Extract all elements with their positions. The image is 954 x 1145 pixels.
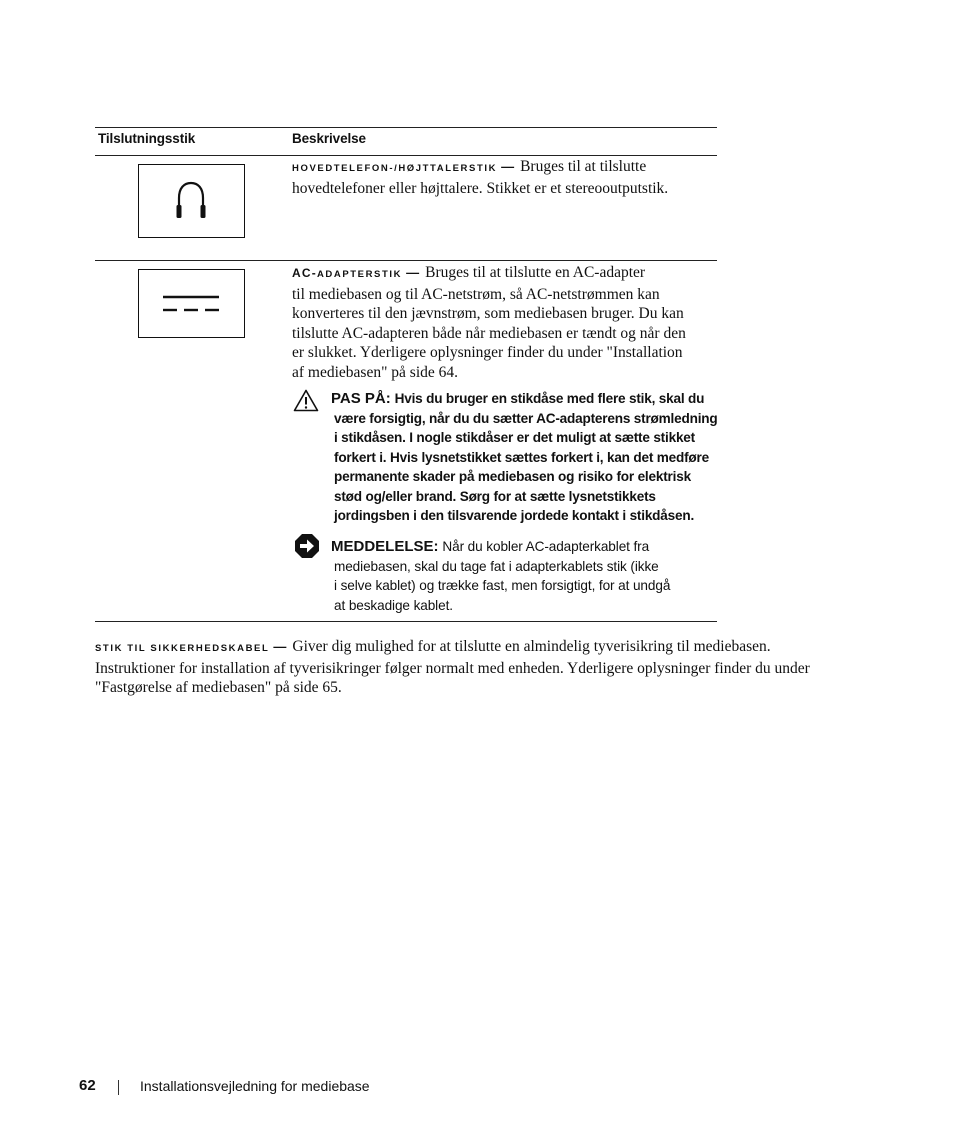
- footer-title: Installationsvejledning for mediebase: [140, 1078, 370, 1094]
- caution-text-3: i stikdåsen. I nogle stikdåser er det muligt at sætte stikket: [334, 430, 695, 445]
- security-cable-paragraph: [95, 637, 895, 698]
- headphone-connector-illustration: [138, 164, 245, 238]
- ac-adapter-text-4: tilslutte AC-adapteren både når mediebasen er tændt og når den: [292, 324, 686, 342]
- caution-line-1: [331, 389, 721, 409]
- page-number: 62: [79, 1077, 96, 1094]
- security-text-3: "Fastgørelse af mediebasen" på side 65.: [95, 679, 342, 696]
- security-line-1: [95, 637, 895, 659]
- ac-adapter-dash: —: [406, 265, 420, 280]
- notice-text-3: i selve kablet) og trække fast, men forsigtigt, for at undgå: [334, 578, 671, 593]
- table-bottom-rule: [95, 621, 717, 622]
- ac-adapter-text-2: til mediebasen og til AC-netstrøm, så AC-netstrømmen kan: [292, 285, 660, 303]
- notice-line-1: [331, 537, 721, 557]
- security-text-1: Giver dig mulighed for at tilslutte en almindelig tyverisikring til mediebasen.: [292, 638, 771, 655]
- headphone-dash: —: [501, 159, 515, 174]
- security-connector-label: STIK TIL SIKKERHEDSKABEL: [95, 643, 270, 654]
- caution-text-5: permanente skader på mediebasen og risiko for elektrisk: [334, 469, 691, 484]
- caution-body: [331, 409, 721, 526]
- ac-adapter-text-6: af mediebasen" på side 64.: [292, 363, 459, 381]
- caution-text-1: Hvis du bruger en stikdåse med flere stik, skal du: [394, 391, 705, 406]
- headphone-icon: [139, 165, 243, 236]
- ac-adapter-text-5: er slukket. Yderligere oplysninger finder du under "Installation: [292, 344, 683, 361]
- security-dash: —: [273, 639, 287, 654]
- table-row-rule: [95, 260, 717, 261]
- ac-adapter-description: [292, 263, 717, 382]
- caution-triangle-icon: [293, 389, 319, 412]
- headphone-text-1: Bruges til at tilslutte: [520, 158, 647, 175]
- ac-adapter-connector-illustration: [138, 269, 245, 338]
- table-header-rule: [95, 155, 717, 156]
- notice-body: [331, 557, 721, 616]
- caution-note: [331, 389, 721, 526]
- security-text-2: Instruktioner for installation af tyverisikringer følger normalt med enheden. Yderligere oplysninger finder du under: [95, 659, 810, 677]
- headphone-text-2: hovedtelefoner eller højttalere. Stikket er et stereooutputstik.: [292, 179, 669, 197]
- ac-adapter-text-3: konverteres til den jævnstrøm, som mediebasen bruger. Du kan: [292, 305, 684, 322]
- table-header-connector: Tilslutningsstik: [98, 131, 196, 146]
- headphone-description-line-1: [292, 157, 717, 179]
- ac-adapter-text-1: Bruges til at tilslutte en AC-adapter: [425, 264, 646, 281]
- notice-note: [331, 537, 721, 615]
- notice-text-1: Når du kobler AC-adapterkablet fra: [442, 539, 650, 554]
- dc-power-icon: [139, 270, 243, 336]
- ac-adapter-description-line-1: [292, 263, 717, 285]
- caution-text-2: være forsigtig, når du du sætter AC-adapterens strømledning: [334, 410, 718, 426]
- caution-text-6: stød og/eller brand. Sørg for at sætte lysnetstikkets: [334, 488, 656, 504]
- table-top-rule: [95, 127, 717, 128]
- headphone-description: [292, 157, 717, 198]
- ac-adapter-connector-label: AC-ADAPTERSTIK: [292, 266, 403, 280]
- caution-text-7: jordingsben i den tilsvarende jordede kontakt i stikdåsen.: [334, 508, 695, 523]
- notice-arrow-icon: [294, 533, 320, 559]
- notice-title: MEDDELELSE:: [331, 538, 439, 555]
- caution-title: PAS PÅ:: [331, 390, 391, 407]
- caution-text-4: forkert i. Hvis lysnetstikket sættes forkert i, kan det medføre: [334, 449, 709, 465]
- headphone-connector-label: HOVEDTELEFON-/HØJTTALERSTIK: [292, 163, 498, 174]
- notice-text-2: mediebasen, skal du tage fat i adapterkablets stik (ikke: [334, 558, 659, 574]
- footer-separator: [118, 1080, 119, 1095]
- table-header-description: Beskrivelse: [292, 131, 366, 146]
- notice-text-4: at beskadige kablet.: [334, 597, 453, 613]
